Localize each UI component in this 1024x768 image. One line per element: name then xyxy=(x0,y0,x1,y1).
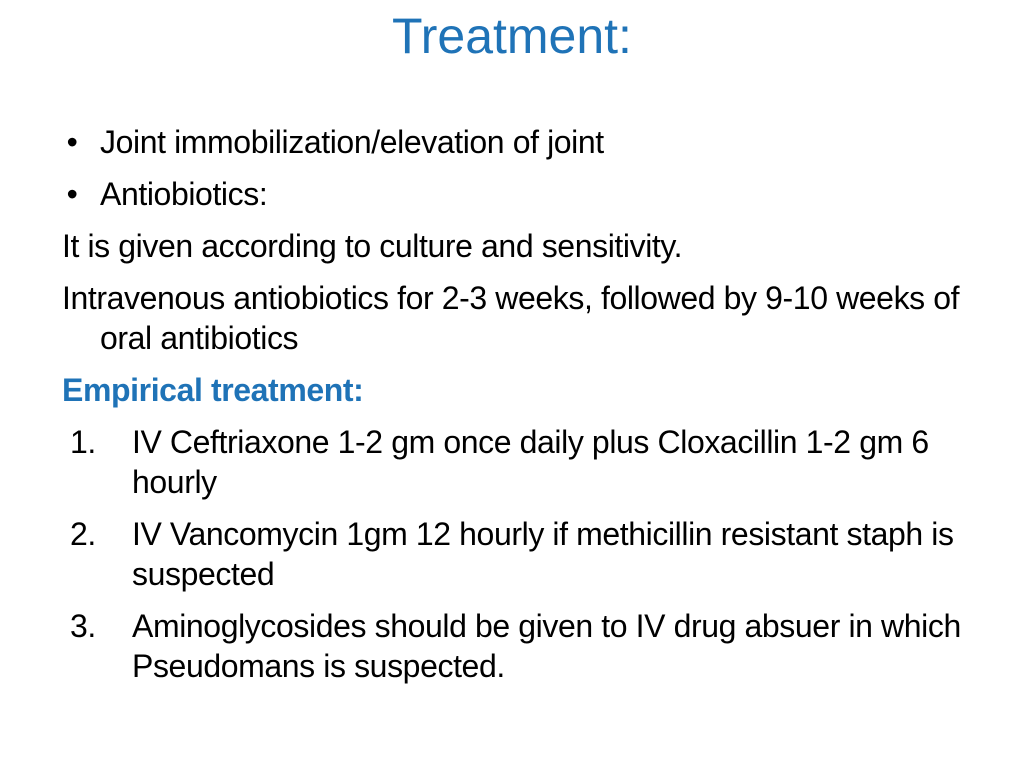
bullet-text: Joint immobilization/elevation of joint xyxy=(100,124,604,160)
numbered-item xyxy=(62,514,982,594)
body-paragraph: It is given according to culture and sensitivity. xyxy=(62,228,683,264)
bullet-text: Antiobiotics: xyxy=(100,176,268,212)
bullet-item xyxy=(62,122,982,162)
numbered-item-text: IV Vancomycin 1gm 12 hourly if methicillin resistant staph is suspected xyxy=(132,516,954,592)
list-number: 2. xyxy=(70,516,96,552)
list-number: 1. xyxy=(70,424,96,460)
slide-title: Treatment: xyxy=(392,8,632,64)
body-paragraph: Intravenous antiobiotics for 2-3 weeks, followed by 9-10 weeks of oral antibiotics xyxy=(62,280,960,356)
list-number: 3. xyxy=(70,608,96,644)
slide-body xyxy=(62,122,982,698)
numbered-item xyxy=(62,606,982,686)
bullet-item xyxy=(62,174,982,214)
numbered-item xyxy=(62,422,982,502)
numbered-item-text: Aminoglycosides should be given to IV drug absuer in which Pseudomans is suspected. xyxy=(132,608,961,684)
bullet-icon: • xyxy=(66,124,78,160)
numbered-item-text: IV Ceftriaxone 1-2 gm once daily plus Cloxacillin 1-2 gm 6 hourly xyxy=(132,424,929,500)
bullet-icon: • xyxy=(66,176,78,212)
section-subheading: Empirical treatment: xyxy=(62,372,364,408)
